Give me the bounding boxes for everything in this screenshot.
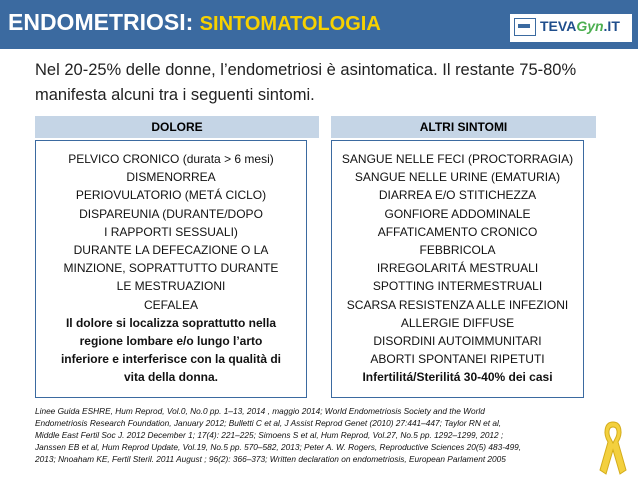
dolore-item: MINZIONE, SOPRATTUTTO DURANTE — [63, 261, 279, 276]
awareness-ribbon-icon — [596, 418, 630, 478]
altri-note: Infertilitá/Sterilitá 30-40% dei casi — [362, 370, 553, 385]
slide-header — [0, 0, 638, 49]
tevagyn-logo[interactable] — [510, 14, 632, 42]
dolore-note-line: regione lombare e/o lungo l’arto — [79, 334, 263, 349]
logo-gyn: Gyn — [576, 18, 604, 34]
altri-item: SPOTTING INTERMESTRUALI — [372, 279, 543, 294]
altri-item: ALLERGIE DIFFUSE — [400, 315, 515, 330]
dolore-item: LE MESTRUAZIONI — [116, 279, 226, 294]
logo-text — [540, 18, 620, 34]
dolore-note-line: vita della donna. — [123, 370, 219, 385]
reference-line: Janssen EB et al, Hum Reprod Update, Vol.19, No.5 pp. 570–582, 2013; Peter A. W. Rogers, Reproductive Sciences 20(5) 483-499, — [35, 442, 522, 452]
altri-item: ABORTI SPONTANEI RIPETUTI — [370, 352, 545, 367]
altri-sintomi-box — [331, 140, 584, 398]
dolore-item: PERIOVULATORIO (METÁ CICLO) — [75, 188, 267, 203]
dolore-item: PELVICO CRONICO (durata > 6 mesi) — [68, 152, 274, 166]
dolore-item: DISMENORREA — [126, 170, 216, 185]
intro-paragraph: Nel 20-25% delle donne, l’endometriosi è asintomatica. Il restante 75-80% manifesta alcuni tra i seguenti sintomi. — [35, 61, 577, 104]
reference-line: Endometriosis Research Foundation, January 2012; Bulletti C et al, J Assist Reprod Genet (2010) 27:441–447; Taylor RN et al, — [35, 418, 502, 428]
altri-item: IRREGOLARITÁ MESTRUALI — [376, 261, 539, 276]
page-title — [8, 9, 381, 36]
altri-item: GONFIORE ADDOMINALE — [384, 206, 531, 221]
dolore-item: CEFALEA — [143, 297, 199, 312]
dolore-note-line: Il dolore si localizza soprattutto nella — [65, 315, 277, 330]
logo-brand: TEVA — [540, 18, 577, 34]
title-subtitle: SINTOMATOLOGIA — [199, 13, 381, 35]
column-header-altri-sintomi: ALTRI SINTOMI — [331, 116, 596, 138]
altri-item: DISORDINI AUTOIMMUNITARI — [373, 334, 542, 349]
column-header-dolore: DOLORE — [35, 116, 319, 138]
altri-item: FEBBRICOLA — [419, 243, 496, 258]
dolore-box — [35, 140, 307, 398]
reference-line: 2013; Nnoaham KE, Fertil Steril. 2011 August ; 96(2): 366–373; Written declaration on endometriosis, European Parlament 2005 — [35, 454, 506, 464]
logo-mark-icon — [514, 18, 536, 36]
altri-item: SANGUE NELLE URINE (EMATURIA) — [354, 170, 561, 185]
dolore-item: I RAPPORTI SESSUALI) — [104, 224, 238, 239]
altri-item: SCARSA RESISTENZA ALLE INFEZIONI — [346, 297, 569, 312]
references — [35, 405, 595, 465]
altri-item: SANGUE NELLE FECI (PROCTORRAGIA) — [341, 152, 574, 166]
logo-suffix: .IT — [603, 18, 620, 34]
altri-item: AFFATICAMENTO CRONICO — [377, 224, 538, 239]
reference-line: Middle East Fertil Soc J. 2012 December 1; 17(4): 221–225; Simoens S et al, Hum Reprod, Vol.27, No.5 pp. 1292–1299, 2012 ; — [35, 430, 504, 440]
dolore-item: DISPAREUNIA (DURANTE/DOPO — [79, 206, 263, 221]
title-main: ENDOMETRIOSI: — [8, 9, 194, 35]
dolore-note-line: inferiore e interferisce con la qualità di — [60, 352, 282, 367]
altri-item: DIARREA E/O STITICHEZZA — [378, 188, 537, 203]
reference-line: Linee Guida ESHRE, Hum Reprod, Vol.0, No.0 pp. 1–13, 2014 , maggio 2014; World Endometriosis Society and the World — [35, 406, 485, 416]
dolore-item: DURANTE LA DEFECAZIONE O LA — [73, 243, 269, 258]
